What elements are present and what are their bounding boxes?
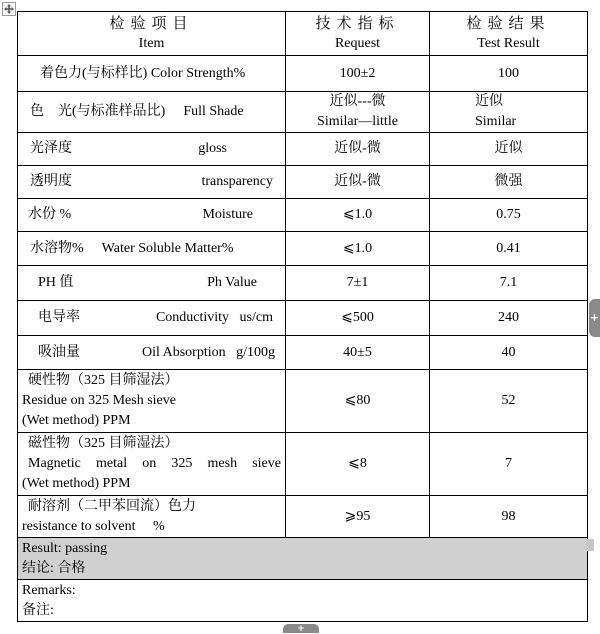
request-cell: ⩽80 [286,370,430,433]
table-row [18,336,588,370]
request-cell: ⩽500 [286,301,430,336]
item-cell [18,433,286,496]
result-cell: 0.41 [430,232,588,266]
header-result-cn: 检验结果 [466,15,551,32]
item-ph-cn: PH 值 [38,275,74,290]
header-item [18,12,286,56]
header-item-cn: 检验项目 [109,15,194,32]
item-solvent-cn: 耐溶剂（二甲苯回流）色力 [28,498,196,514]
item-cell [18,496,286,538]
item-residue-cn: 硬性物（325 目筛湿法） [28,373,179,388]
header-item-en: Item [138,35,165,51]
item-oil-absorption-en: Oil Absorption g/100g [141,344,275,360]
table-row [18,133,588,166]
request-cell: 近似-微 [286,166,430,199]
table-row [18,166,588,199]
item-magnetic-method: (Wet method) PPM [22,476,131,491]
add-row-plus-icon[interactable]: + [283,624,319,633]
result-full-shade-en: Similar [475,114,517,129]
request-cell: ⩾95 [286,496,430,538]
item-cell [18,166,286,199]
table-row [18,301,588,336]
remarks-en: Remarks: [22,582,76,598]
table-row [18,232,588,266]
request-cell: 40±5 [286,336,430,370]
request-cell: 7±1 [286,266,430,301]
request-cell: 近似-微 [286,133,430,166]
header-request-en: Request [334,35,381,51]
result-cell: 240 [430,301,588,336]
item-moisture-cn: 水份 % [28,207,72,222]
item-cell [18,92,286,133]
item-ph-en: Ph Value [207,275,257,290]
item-residue-method: (Wet method) PPM [22,413,131,428]
remarks-cell[interactable] [18,580,588,622]
table-row [18,370,588,433]
result-cell [18,538,588,580]
remarks-cn: 备注: [22,602,54,618]
item-solvent-en: resistance to solvent % [22,518,165,534]
item-cell [18,370,286,433]
item-magnetic-cn: 磁性物（325 目筛湿法） [28,436,179,451]
table-header-row [18,12,588,56]
header-result [430,12,588,56]
item-cell [18,301,286,336]
remarks-row [18,580,588,622]
table-row [18,496,588,538]
item-full-shade-en: Full Shade [183,104,244,119]
item-conductivity-cn: 电导率 [38,310,80,325]
row-resize-marker[interactable] [586,539,594,551]
table-row [18,199,588,232]
header-result-en: Test Result [477,35,540,51]
result-cell: 0.75 [430,199,588,232]
item-transparency-cn: 透明度 [30,174,72,189]
inspection-table [17,11,588,622]
result-cell: 100 [430,56,588,92]
item-cell [18,266,286,301]
request-cell: ⩽1.0 [286,199,430,232]
result-cell: 40 [430,336,588,370]
table-row [18,266,588,301]
item-cell [18,232,286,266]
header-request [286,12,430,56]
result-row [18,538,588,580]
add-column-plus-icon[interactable]: + [589,299,600,337]
table-row [18,56,588,92]
result-cell: 近似 [430,133,588,166]
table-row [18,433,588,496]
item-water-soluble-en: Water Soluble Matter% [101,240,234,256]
item-cell [18,56,286,92]
request-cell [286,92,430,133]
result-full-shade-cn: 近似 [475,94,503,109]
item-gloss-cn: 光泽度 [30,141,72,156]
item-moisture-en: Moisture [202,207,253,222]
item-residue-en: Residue on 325 Mesh sieve [22,393,176,408]
result-cell: 98 [430,496,588,538]
item-water-soluble-cn: 水溶物% [30,240,84,256]
header-request-cn: 技术指标 [315,15,400,32]
item-color-strength: 着色力(与标样比) Color Strength% [40,65,246,81]
result-cell [430,92,588,133]
request-cell: ⩽8 [286,433,430,496]
result-cell: 7.1 [430,266,588,301]
result-en: Result: passing [22,540,108,556]
item-transparency-en: transparency [201,174,273,189]
item-cell [18,199,286,232]
item-cell [18,133,286,166]
result-cn: 结论: 合格 [22,560,86,576]
request-full-shade-cn: 近似---微 [329,94,386,109]
inspection-report [17,11,587,622]
request-full-shade-en: Similar—little [317,114,398,129]
item-magnetic-en: Magnetic metal on 325 mesh sieve [28,456,281,471]
request-cell: 100±2 [286,56,430,92]
item-conductivity-en: Conductivity us/cm [155,310,273,325]
table-row [18,92,588,133]
item-gloss-en: gloss [198,141,227,156]
result-cell: 微强 [430,166,588,199]
table-move-handle-icon[interactable] [2,2,16,16]
item-full-shade-cn: 色 光(与标准样品比) [30,104,166,119]
result-cell: 52 [430,370,588,433]
item-oil-absorption-cn: 吸油量 [38,344,80,360]
request-cell: ⩽1.0 [286,232,430,266]
item-cell [18,336,286,370]
result-cell: 7 [430,433,588,496]
